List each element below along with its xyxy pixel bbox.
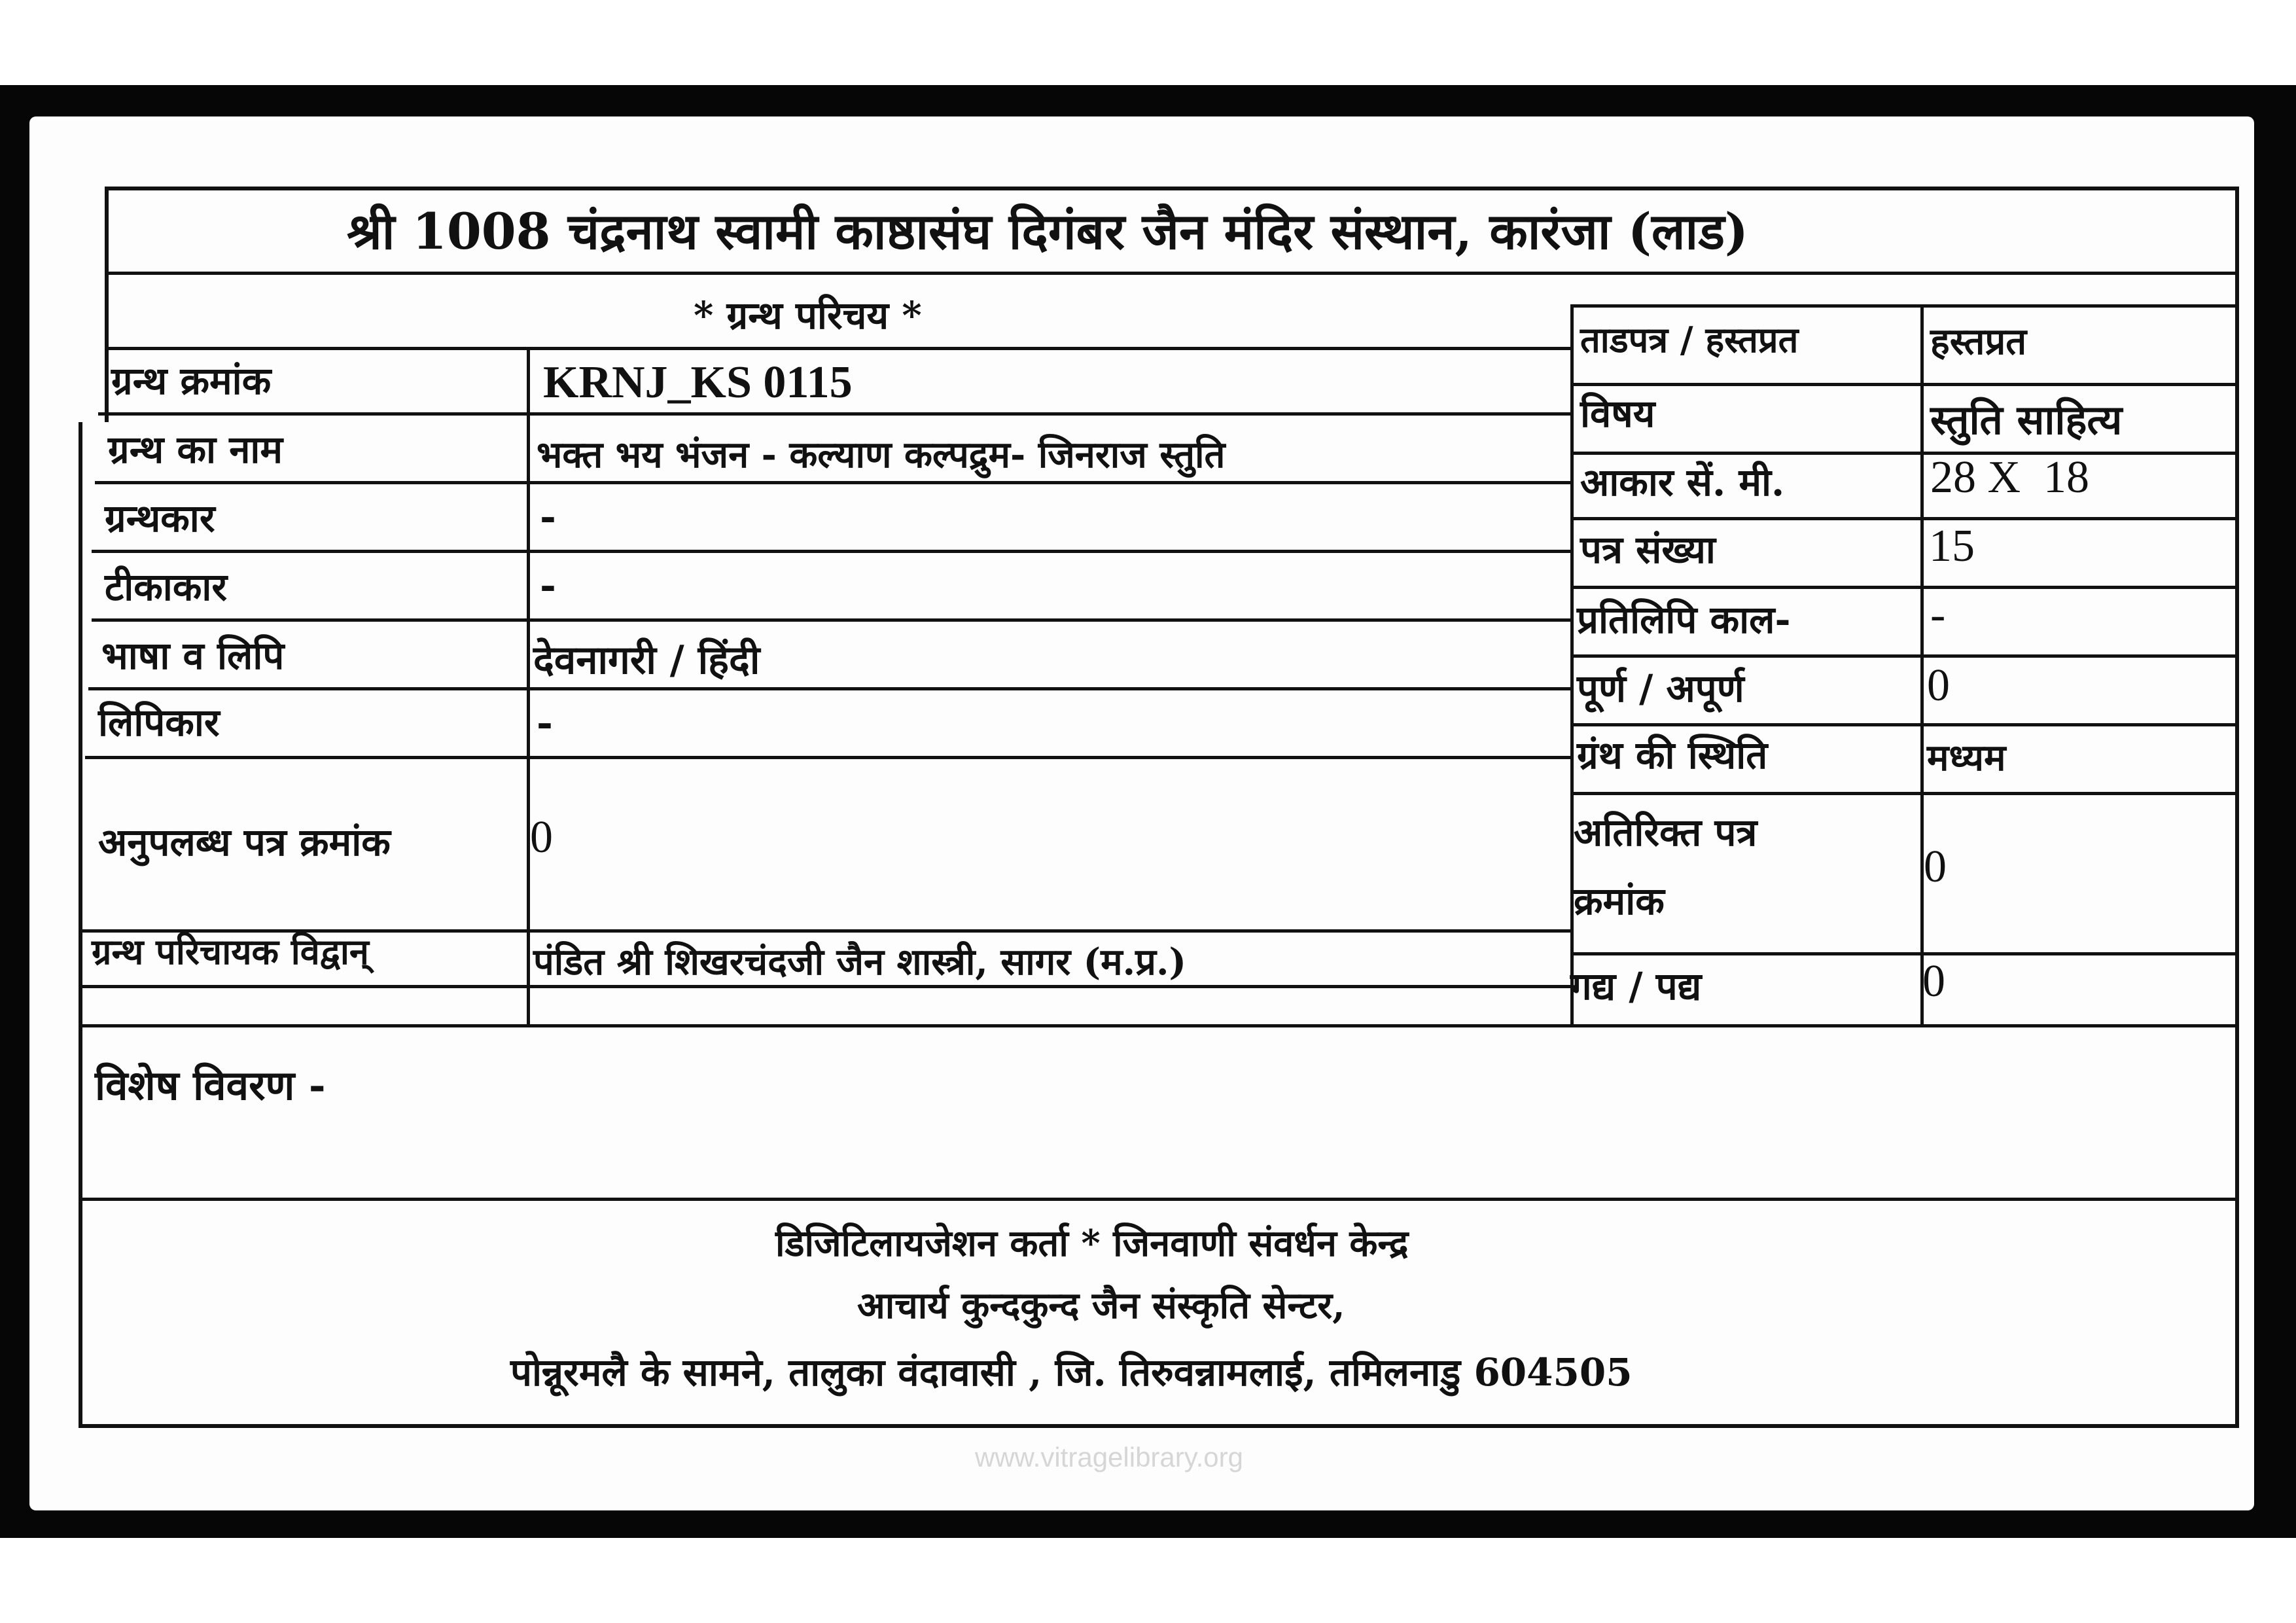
value-granthkar: - [540, 494, 556, 540]
label-lipikar: लिपिकार [98, 700, 220, 745]
value-granth-naam: भक्त भय भंजन - कल्याण कल्पद्रुम- जिनराज स्तुति [537, 433, 1226, 476]
value-tadpatra-hastprat: हस्तप्रत [1930, 320, 2027, 363]
label-vishay: विषय [1580, 391, 1655, 436]
value-gadya-padya: 0 [1922, 956, 1945, 1007]
page-margin-top [0, 0, 2296, 85]
label-granth-sthiti: ग्रंथ की स्थिति [1577, 733, 1768, 777]
value-aakar: 28 X 18 [1930, 452, 2090, 503]
value-granth-sthiti: मध्यम [1927, 736, 2006, 779]
value-teekakar: - [540, 563, 556, 609]
value-parichayak-vidwan: पंडित श्री शिखरचंदजी जैन शास्त्री, सागर (म.प्र.) [533, 940, 1187, 984]
footer-line-2: आचार्य कुन्दकुन्द जैन संस्कृति सेन्टर, [857, 1284, 1345, 1327]
label-granth-kramank: ग्रन्थ क्रमांक [111, 359, 272, 403]
footer-line-3: पोन्नूरमलै के सामने, तालुका वंदावासी , जि. तिरुवन्नामलाई, तमिलनाडु 604505 [510, 1350, 1633, 1395]
value-vishay: स्तुति साहित्य [1930, 396, 2123, 444]
label-poorn-apoorn: पूर्ण / अपूर्ण [1577, 666, 1744, 711]
section-title: * ग्रन्थ परिचय * [694, 293, 922, 338]
page-margin-bottom [0, 1538, 2296, 1623]
label-anupalabdh-patra: अनुपलब्ध पत्र क्रमांक [98, 820, 391, 865]
value-lipikar: - [537, 700, 553, 746]
label-bhasha-lipi: भाषा व लिपि [101, 633, 285, 678]
value-atirikt-patra: 0 [1924, 842, 1947, 892]
institution-title: श्री 1008 चंद्रनाथ स्वामी काष्ठासंघ दिगंबर जैन मंदिर संस्थान, कारंजा (लाड) [347, 202, 1748, 260]
value-bhasha-lipi: देवनागरी / हिंदी [533, 637, 760, 683]
label-aakar: आकार सें. मी. [1580, 460, 1785, 505]
value-anupalabdh-patra: 0 [530, 812, 553, 863]
value-poorn-apoorn: 0 [1927, 660, 1950, 711]
watermark-text: www.vitragelibrary.org [975, 1442, 1244, 1472]
label-parichayak-vidwan: ग्रन्थ परिचायक विद्वान् [92, 931, 369, 972]
value-pratilipi-kaal: - [1930, 590, 1946, 640]
label-patra-sankhya: पत्र संख्या [1580, 527, 1716, 572]
label-granth-naam: ग्रन्थ का नाम [108, 427, 283, 472]
value-granth-kramank: KRNJ_KS 0115 [543, 357, 853, 408]
value-patra-sankhya: 15 [1929, 521, 1975, 571]
label-teekakar: टीकाकार [105, 565, 228, 609]
label-gadya-padya: गद्य / पद्य [1570, 964, 1702, 1008]
label-atirikt-patra: अतिरिक्त पत्र [1574, 810, 1757, 855]
label-granthkar: ग्रन्थकार [105, 496, 215, 541]
label-atirikt-kramank: क्रमांक [1574, 879, 1665, 923]
footer-line-1: डिजिटिलायजेशन कर्ता * जिनवाणी संवर्धन केन्द्र [775, 1222, 1409, 1265]
label-tadpatra-hastprat: ताडपत्र / हस्तप्रत [1580, 319, 1799, 361]
label-pratilipi-kaal: प्रतिलिपि काल- [1577, 597, 1791, 642]
remarks-label: विशेष विवरण - [95, 1061, 326, 1109]
